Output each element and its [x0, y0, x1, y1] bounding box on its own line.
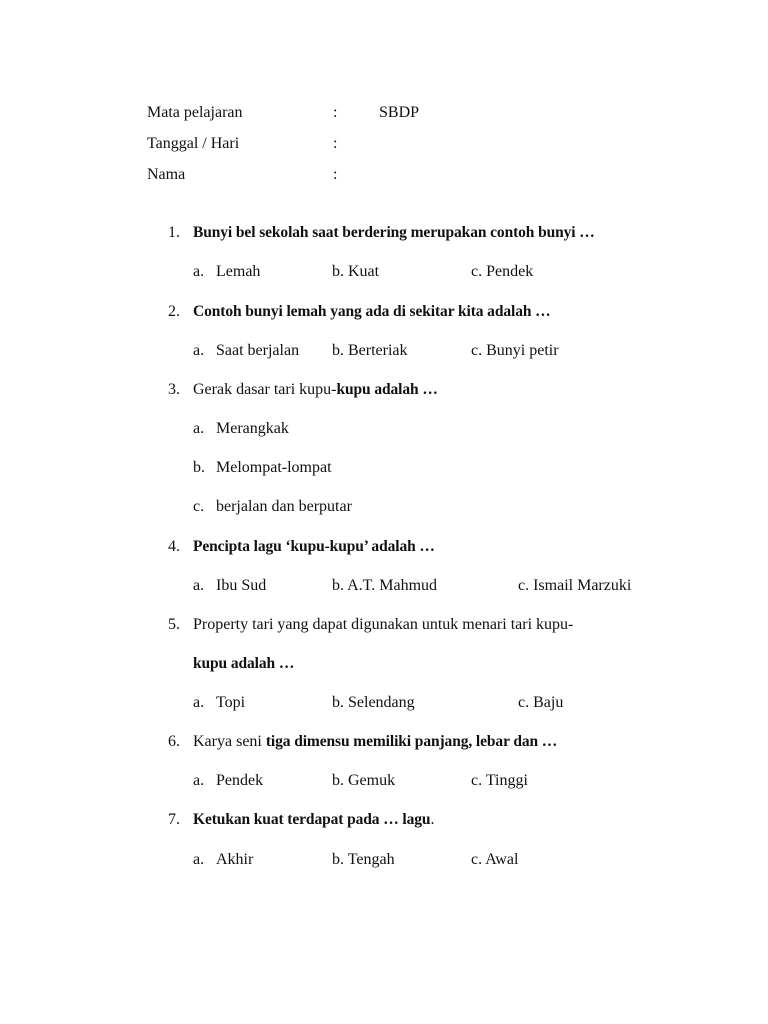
question-text: Property tari yang dapat digunakan untuk menari tari kupu-: [193, 616, 574, 633]
option-letter: a.: [193, 851, 205, 868]
option-c: [471, 341, 559, 361]
option-text: b. Selendang: [332, 694, 415, 711]
option-c: [471, 771, 528, 791]
option-text: c. Ismail Marzuki: [518, 577, 632, 594]
option-text: berjalan dan berputar: [216, 498, 352, 515]
question-text: Pencipta lagu ‘kupu-kupu’ adalah …: [193, 538, 435, 555]
option-letter: a.: [193, 694, 205, 711]
option-letter: a.: [193, 577, 205, 594]
option-text: Melompat-lompat: [216, 459, 332, 476]
date-label: Tanggal / Hari: [147, 135, 240, 152]
option-b: [332, 341, 408, 361]
option-text: c. Bunyi petir: [471, 342, 559, 359]
question-number: 4.: [168, 538, 180, 555]
option-letter: a.: [193, 263, 205, 280]
question-text: Contoh bunyi lemah yang ada di sekitar kita adalah …: [193, 303, 551, 320]
option-text: Saat berjalan: [216, 342, 300, 359]
question-text: Bunyi bel sekolah saat berdering merupakan contoh bunyi …: [193, 224, 595, 241]
option-text: b. Kuat: [332, 263, 380, 280]
question-text-normal: Karya seni: [193, 733, 266, 750]
question-number: 2.: [168, 303, 180, 320]
question-text-normal: Gerak dasar tari kupu-: [193, 381, 337, 398]
name-label: Nama: [147, 166, 186, 183]
option-text: Ibu Sud: [216, 577, 267, 594]
option-c: [471, 850, 518, 870]
option-b: [332, 576, 437, 596]
question-text: [193, 810, 434, 830]
option-text: Lemah: [216, 263, 261, 280]
question-number: 5.: [168, 616, 180, 633]
question-text-bold: tiga dimensu memiliki panjang, lebar dan …: [265, 733, 558, 750]
option-text: Topi: [216, 694, 246, 711]
option-text: Merangkak: [216, 420, 289, 437]
option-text: c. Pendek: [471, 263, 534, 280]
option-letter: a.: [193, 342, 205, 359]
option-letter: a.: [193, 420, 205, 437]
option-c: [518, 693, 563, 713]
question-text-bold: Ketukan kuat terdapat pada … lagu: [193, 811, 431, 828]
option-letter: a.: [193, 772, 205, 789]
option-text: b. Gemuk: [332, 772, 396, 789]
question-number: 1.: [168, 224, 180, 241]
question-text-continuation: kupu adalah …: [193, 655, 295, 672]
subject-label: Mata pelajaran: [147, 104, 243, 121]
option-letter: b.: [193, 459, 205, 476]
question-text-bold: kupu adalah …: [336, 381, 438, 398]
question-text-normal: .: [430, 811, 435, 828]
question-number: 6.: [168, 733, 180, 750]
option-c: [518, 576, 631, 596]
option-text: Akhir: [216, 851, 254, 868]
option-text: Pendek: [216, 772, 264, 789]
option-b: [332, 771, 395, 791]
option-text: c. Tinggi: [471, 772, 528, 789]
date-colon: :: [333, 135, 338, 152]
question-text: [193, 732, 557, 752]
option-letter: c.: [193, 498, 205, 515]
question-number: 7.: [168, 811, 180, 828]
option-c: [471, 262, 533, 282]
subject-colon: :: [333, 104, 338, 121]
option-b: [332, 693, 415, 713]
name-colon: :: [333, 166, 338, 183]
option-text: c. Baju: [518, 694, 564, 711]
option-b: [332, 262, 379, 282]
option-text: b. Berteriak: [332, 342, 408, 359]
option-b: [332, 850, 395, 870]
option-text: b. Tengah: [332, 851, 395, 868]
question-text: [193, 380, 438, 400]
question-number: 3.: [168, 381, 180, 398]
option-text: b. A.T. Mahmud: [332, 577, 438, 594]
subject-value: SBDP: [379, 104, 420, 121]
option-text: c. Awal: [471, 851, 519, 868]
